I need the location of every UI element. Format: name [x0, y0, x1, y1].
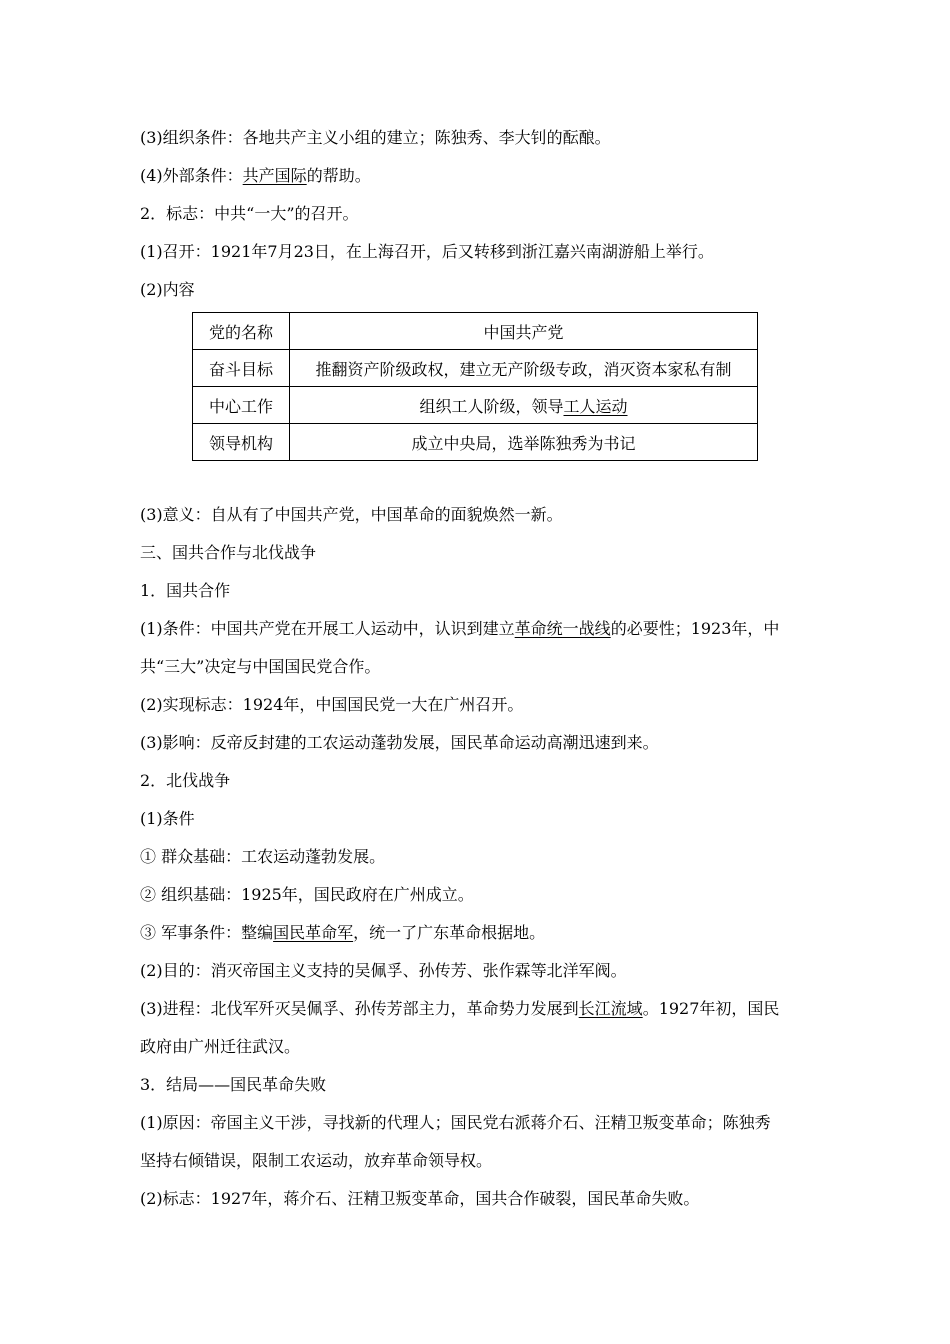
- table-row: [193, 313, 758, 350]
- content-table: [192, 312, 758, 461]
- text: (4)外部条件：: [140, 166, 243, 185]
- paragraph: (3)影响：反帝反封建的工农运动蓬勃发展，国民革命运动高潮迅速到来。: [140, 733, 659, 752]
- paragraph: (3)意义：自从有了中国共产党，中国革命的面貌焕然一新。: [140, 505, 563, 524]
- paragraph: ① 群众基础：工农运动蓬勃发展。: [140, 847, 386, 866]
- paragraph: [140, 998, 820, 1020]
- table-row: [193, 350, 758, 387]
- text: ，统一了广东革命根据地。: [353, 923, 546, 942]
- section-heading: 三、国共合作与北伐战争: [140, 543, 317, 562]
- table-row: [193, 424, 758, 461]
- table-cell-key: 领导机构: [193, 424, 290, 461]
- paragraph: (2)标志：1927年，蒋介石、汪精卫叛变革命，国共合作破裂，国民革命失败。: [140, 1189, 700, 1208]
- underlined-term: 工人运动: [563, 396, 628, 416]
- paragraph: (2)目的：消灭帝国主义支持的吴佩孚、孙传芳、张作霖等北洋军阀。: [140, 961, 627, 980]
- text: 的帮助。: [306, 166, 371, 185]
- underlined-term: 共产国际: [242, 166, 307, 185]
- paragraph: 坚持右倾错误，限制工农运动，放弃革命领导权。: [140, 1151, 493, 1170]
- text: 。1927年初，国民: [642, 999, 780, 1018]
- paragraph: 政府由广州迁往武汉。: [140, 1037, 301, 1056]
- paragraph: (2)实现标志：1924年，中国国民党一大在广州召开。: [140, 695, 524, 714]
- underlined-term: 长江流域: [578, 999, 643, 1018]
- table-cell-value: 中国共产党: [290, 313, 758, 350]
- text: (1)条件：中国共产党在开展工人运动中，认识到建立: [140, 619, 515, 638]
- text: 组织工人阶级，领导: [419, 396, 564, 416]
- table-row: [193, 387, 758, 424]
- paragraph: (3)组织条件：各地共产主义小组的建立；陈独秀、李大钊的酝酿。: [140, 128, 611, 147]
- paragraph: [140, 165, 820, 187]
- table-cell-value: 成立中央局，选举陈独秀为书记: [290, 424, 758, 461]
- section-heading: 1．国共合作: [140, 581, 231, 600]
- table-cell-value: [290, 387, 758, 424]
- table-cell-key: 奋斗目标: [193, 350, 290, 387]
- paragraph: (1)召开：1921年7月23日，在上海召开，后又转移到浙江嘉兴南湖游船上举行。: [140, 242, 714, 261]
- table-cell-key: 中心工作: [193, 387, 290, 424]
- section-heading: 2．北伐战争: [140, 771, 231, 790]
- text: ③ 军事条件：整编: [140, 923, 274, 942]
- section-heading: 2．标志：中共“一大”的召开。: [140, 204, 359, 223]
- paragraph: (2)内容: [140, 280, 195, 299]
- section-heading: 3．结局——国民革命失败: [140, 1075, 327, 1094]
- underlined-term: 国民革命军: [273, 923, 354, 942]
- text: 的必要性；1923年，中: [610, 619, 780, 638]
- table-cell-key: 党的名称: [193, 313, 290, 350]
- paragraph: (1)原因：帝国主义干涉，寻找新的代理人；国民党右派蒋介石、汪精卫叛变革命；陈独秀: [140, 1113, 771, 1132]
- table-cell-value: 推翻资产阶级政权，建立无产阶级专政，消灭资本家私有制: [290, 350, 758, 387]
- paragraph: [140, 922, 820, 944]
- text: (3)进程：北伐军歼灭吴佩孚、孙传芳部主力，革命势力发展到: [140, 999, 579, 1018]
- underlined-term: 革命统一战线: [514, 619, 611, 638]
- paragraph: ② 组织基础：1925年，国民政府在广州成立。: [140, 885, 474, 904]
- paragraph: 共“三大”决定与中国国民党合作。: [140, 657, 381, 676]
- paragraph: [140, 618, 820, 640]
- paragraph: (1)条件: [140, 809, 195, 828]
